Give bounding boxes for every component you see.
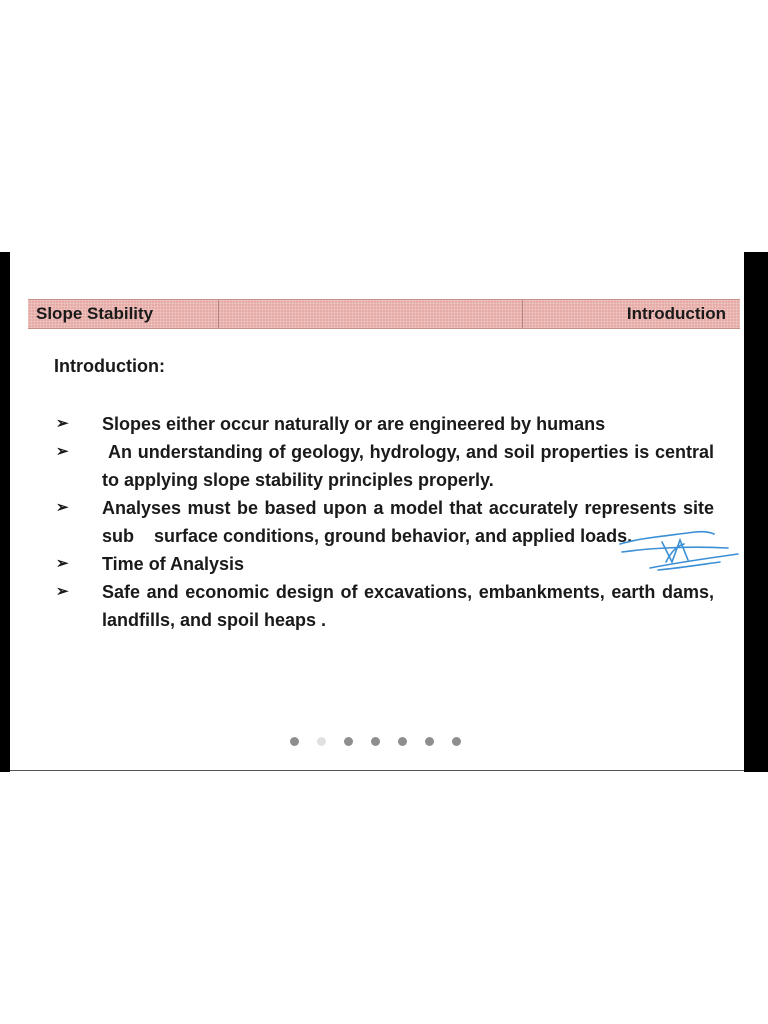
- pager-dot[interactable]: [398, 737, 407, 746]
- pager-dot[interactable]: [371, 737, 380, 746]
- bullet-text: Slopes either occur naturally or are engineered by humans: [102, 414, 606, 434]
- bullet-item: [54, 438, 714, 494]
- header-section-title: Introduction: [626, 304, 726, 323]
- letterbox-right: [744, 252, 768, 772]
- pager-dot[interactable]: [425, 737, 434, 746]
- pager-dot[interactable]: [452, 737, 461, 746]
- bullet-text: Time of Analysis: [102, 554, 245, 574]
- slide-header-band: [28, 299, 740, 329]
- header-course-title: Slope Stability: [36, 304, 154, 323]
- pager-dot[interactable]: [290, 737, 299, 746]
- slide-pager: [290, 734, 470, 748]
- arrow-bullet-icon: ➢: [56, 499, 69, 516]
- letterbox-left: [0, 252, 10, 772]
- bullet-item: [54, 578, 714, 634]
- slide-section-heading: Introduction:: [54, 356, 165, 376]
- arrow-bullet-icon: ➢: [56, 415, 69, 432]
- arrow-bullet-icon: ➢: [56, 583, 69, 600]
- bullet-item: [54, 410, 714, 438]
- handwritten-annotation: [610, 518, 740, 580]
- header-divider: [522, 300, 523, 328]
- bullet-text: Safe and economic design of excavations, embankments, earth dams, landfills, and spoil heaps .: [102, 582, 714, 630]
- arrow-bullet-icon: ➢: [56, 443, 69, 460]
- slide[interactable]: [10, 252, 744, 771]
- arrow-bullet-icon: ➢: [56, 555, 69, 572]
- bullet-text: An understanding of geology, hydrology, and soil properties is central to applying slope stability principles properly.: [102, 442, 714, 490]
- bullet-text: Analyses must be based upon a model that accurately represents site sub surface conditions, ground behavior, and applied loads.: [102, 498, 720, 546]
- pager-dot[interactable]: [344, 737, 353, 746]
- header-divider: [218, 300, 219, 328]
- pager-dot[interactable]: [317, 737, 326, 746]
